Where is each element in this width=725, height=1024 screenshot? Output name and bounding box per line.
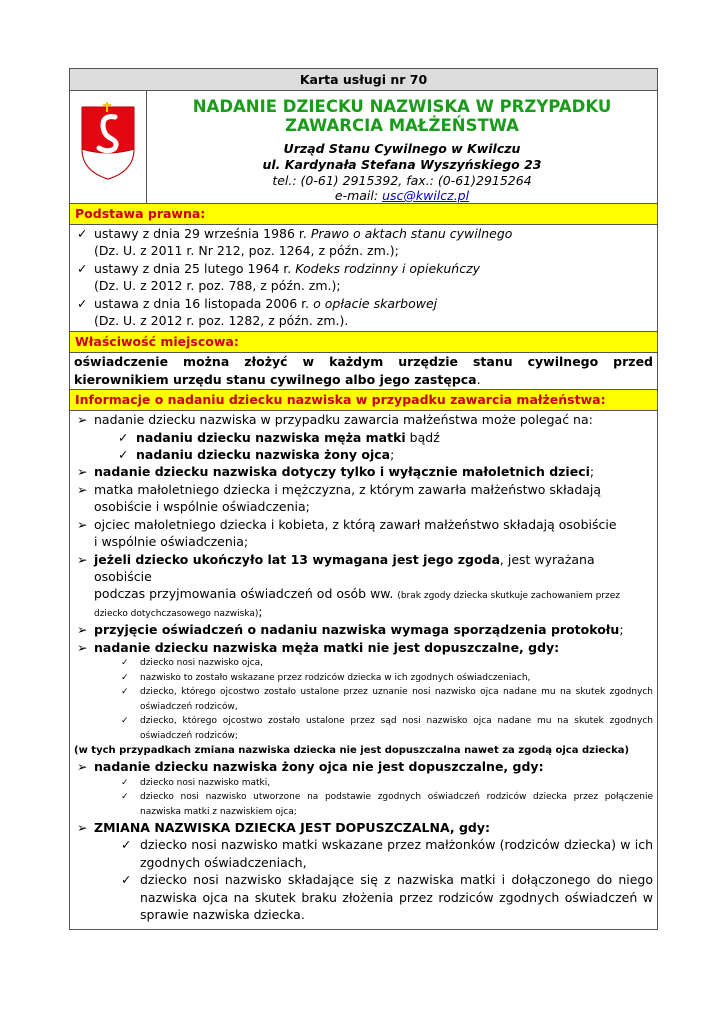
title-box — [147, 91, 657, 203]
email-link[interactable]: usc@kwilcz.pl — [382, 188, 470, 203]
info-item-cont: dziecko dotychczasowego nazwiska); — [94, 604, 263, 620]
info-option: ✓ nadaniu dziecku nazwiska męża matki bądź — [118, 429, 440, 445]
check-icon: ✓ — [121, 658, 129, 669]
section-locality-heading: Właściwość miejscowa: — [70, 332, 657, 353]
info-item-cont: podczas przyjmowania oświadczeń od osób ww. (brak zgody dziecka skutkuje zachowaniem przez — [94, 586, 620, 602]
check-icon: ✓ — [121, 716, 129, 727]
info-item: ➢ jeżeli dziecko ukończyło lat 13 wymagana jest jego zgoda, jest wyrażana osobiście — [77, 551, 595, 584]
wife-condition: ✓ dziecko nosi nazwisko utworzone na podstawie zgodnych oświadczeń rodziców dziecka przez połączenie nazwiska matki z nazwiskiem ojca; — [121, 792, 653, 817]
arrow-icon: ➢ — [77, 759, 88, 775]
legal-item: ✓ ustawy z dnia 29 września 1986 r. Prawo o aktach stanu cywilnego — [77, 226, 513, 241]
check-icon: ✓ — [121, 777, 129, 788]
info-item-cont: osobiście i wspólnie oświadczenia; — [94, 499, 310, 515]
check-icon: ✓ — [121, 837, 132, 853]
check-icon: ✓ — [121, 687, 129, 698]
check-icon: ✓ — [77, 295, 88, 311]
legal-ref: (Dz. U. z 2012 r. poz. 1282, z późn. zm.). — [94, 313, 349, 329]
service-card — [69, 68, 658, 930]
husband-condition: ✓ dziecko, którego ojcostwo zostało ustalone przez uznanie nosi nazwisko ojca nadane mu na skutek zgodnych oświadczeń rodziców, — [121, 687, 653, 712]
section-info-heading: Informacje o nadaniu dziecku nazwiska w przypadku zawarcia małżeństwa: — [70, 390, 657, 411]
arrow-icon: ➢ — [77, 464, 88, 480]
email-label: e-mail: — [334, 188, 383, 203]
section-legal-body — [70, 225, 657, 332]
legal-item: ✓ ustawy z dnia 25 lutego 1964 r. Kodeks rodzinny i opiekuńczy — [77, 260, 481, 276]
check-icon: ✓ — [121, 672, 129, 683]
info-item: ➢ matka małoletniego dziecka i mężczyzna, z którym zawarła małżeństwo składają — [77, 481, 602, 497]
info-item: ➢ nadanie dziecku nazwiska żony ojca nie jest dopuszczalne, gdy: — [77, 759, 544, 775]
allowed-condition: ✓ dziecko nosi nazwisko składające się z nazwiska matki i dołączonego do niego nazwiska ojca na skutek braku złożenia przez rodziców zgodnych oświadczeń w sprawie nazwiska dziecka. — [121, 872, 653, 923]
check-icon: ✓ — [77, 226, 88, 241]
section-locality-body: oświadczenie można złożyć w każdym urzędzie stanu cywilnego przed kierownikiem urzędu stanu cywilnego albo jego zastępca. — [70, 353, 657, 390]
check-icon: ✓ — [118, 447, 129, 463]
office-name: Urząd Stanu Cywilnego w Kwilczu — [283, 141, 521, 156]
check-icon: ✓ — [121, 872, 132, 888]
crest-cell — [70, 91, 147, 203]
arrow-icon: ➢ — [77, 516, 88, 532]
office-email-line — [147, 188, 657, 203]
info-item: ➢ nadanie dziecku nazwiska w przypadku zawarcia małżeństwa może polegać na: — [77, 412, 593, 428]
husband-condition: ✓ dziecko, którego ojcostwo zostało ustalone przez sąd nosi nazwisko ojca nadane mu na skutek zgodnych oświadczeń rodziców; — [121, 716, 653, 741]
check-icon: ✓ — [118, 429, 129, 445]
title-block — [70, 91, 657, 204]
allowed-condition: ✓ dziecko nosi nazwisko matki wskazane przez małżonków (rodziców dziecka) w ich zgodnych oświadczeniach, — [121, 837, 653, 870]
info-item: ➢ przyjęcie oświadczeń o nadaniu nazwiska wymaga sporządzenia protokołu; — [77, 622, 624, 638]
legal-ref: (Dz. U. z 2011 r. Nr 212, poz. 1264, z późn. zm.); — [94, 243, 399, 259]
info-item-cont: i wspólnie oświadczenia; — [94, 534, 249, 550]
info-item: ➢ ojciec małoletniego dziecka i kobieta, z którą zawarł małżeństwo składają osobiście — [77, 516, 617, 532]
page-title: NADANIE DZIECKU NAZWISKA W PRZYPADKU ZAWARCIA MAŁŻEŃSTWA — [192, 97, 612, 135]
arrow-icon: ➢ — [77, 412, 88, 428]
info-option: ✓ nadaniu dziecku nazwiska żony ojca; — [118, 447, 395, 463]
arrow-icon: ➢ — [77, 551, 88, 567]
office-address: ul. Kardynała Stefana Wyszyńskiego 23 — [262, 157, 542, 172]
arrow-icon: ➢ — [77, 622, 88, 638]
arrow-icon: ➢ — [77, 820, 88, 836]
legal-item: ✓ ustawa z dnia 16 listopada 2006 r. o opłacie skarbowej — [77, 295, 438, 311]
info-item: ➢ ZMIANA NAZWISKA DZIECKA JEST DOPUSZCZALNA, gdy: — [77, 820, 491, 836]
check-icon: ✓ — [121, 792, 129, 803]
section-info-body — [70, 411, 657, 929]
info-item: ➢ nadanie dziecku nazwiska dotyczy tylko i wyłącznie małoletnich dzieci; — [77, 464, 595, 480]
check-icon: ✓ — [77, 260, 88, 276]
note: (w tych przypadkach zmiana nazwiska dziecka nie jest dopuszczalna nawet za zgodą ojca dziecka) — [74, 745, 630, 757]
arrow-icon: ➢ — [77, 639, 88, 655]
section-legal-heading: Podstawa prawna: — [70, 204, 657, 225]
legal-ref: (Dz. U. z 2012 r. poz. 788, z późn. zm.); — [94, 278, 341, 294]
info-item: ➢ nadanie dziecku nazwiska męża matki nie jest dopuszczalne, gdy: — [77, 639, 560, 655]
husband-condition: ✓ nazwisko to zostało wskazane przez rodziców dziecka w ich zgodnych oświadczeniach, — [74, 671, 653, 686]
card-number: Karta usługi nr 70 — [70, 69, 657, 91]
wife-condition: ✓ dziecko nosi nazwisko matki, — [74, 776, 653, 791]
arrow-icon: ➢ — [77, 481, 88, 497]
husband-condition: ✓ dziecko nosi nazwisko ojca, — [74, 656, 653, 671]
office-phone: tel.: (0-61) 2915392, fax.: (0-61)2915264 — [272, 173, 532, 188]
coat-of-arms-icon — [79, 99, 137, 181]
